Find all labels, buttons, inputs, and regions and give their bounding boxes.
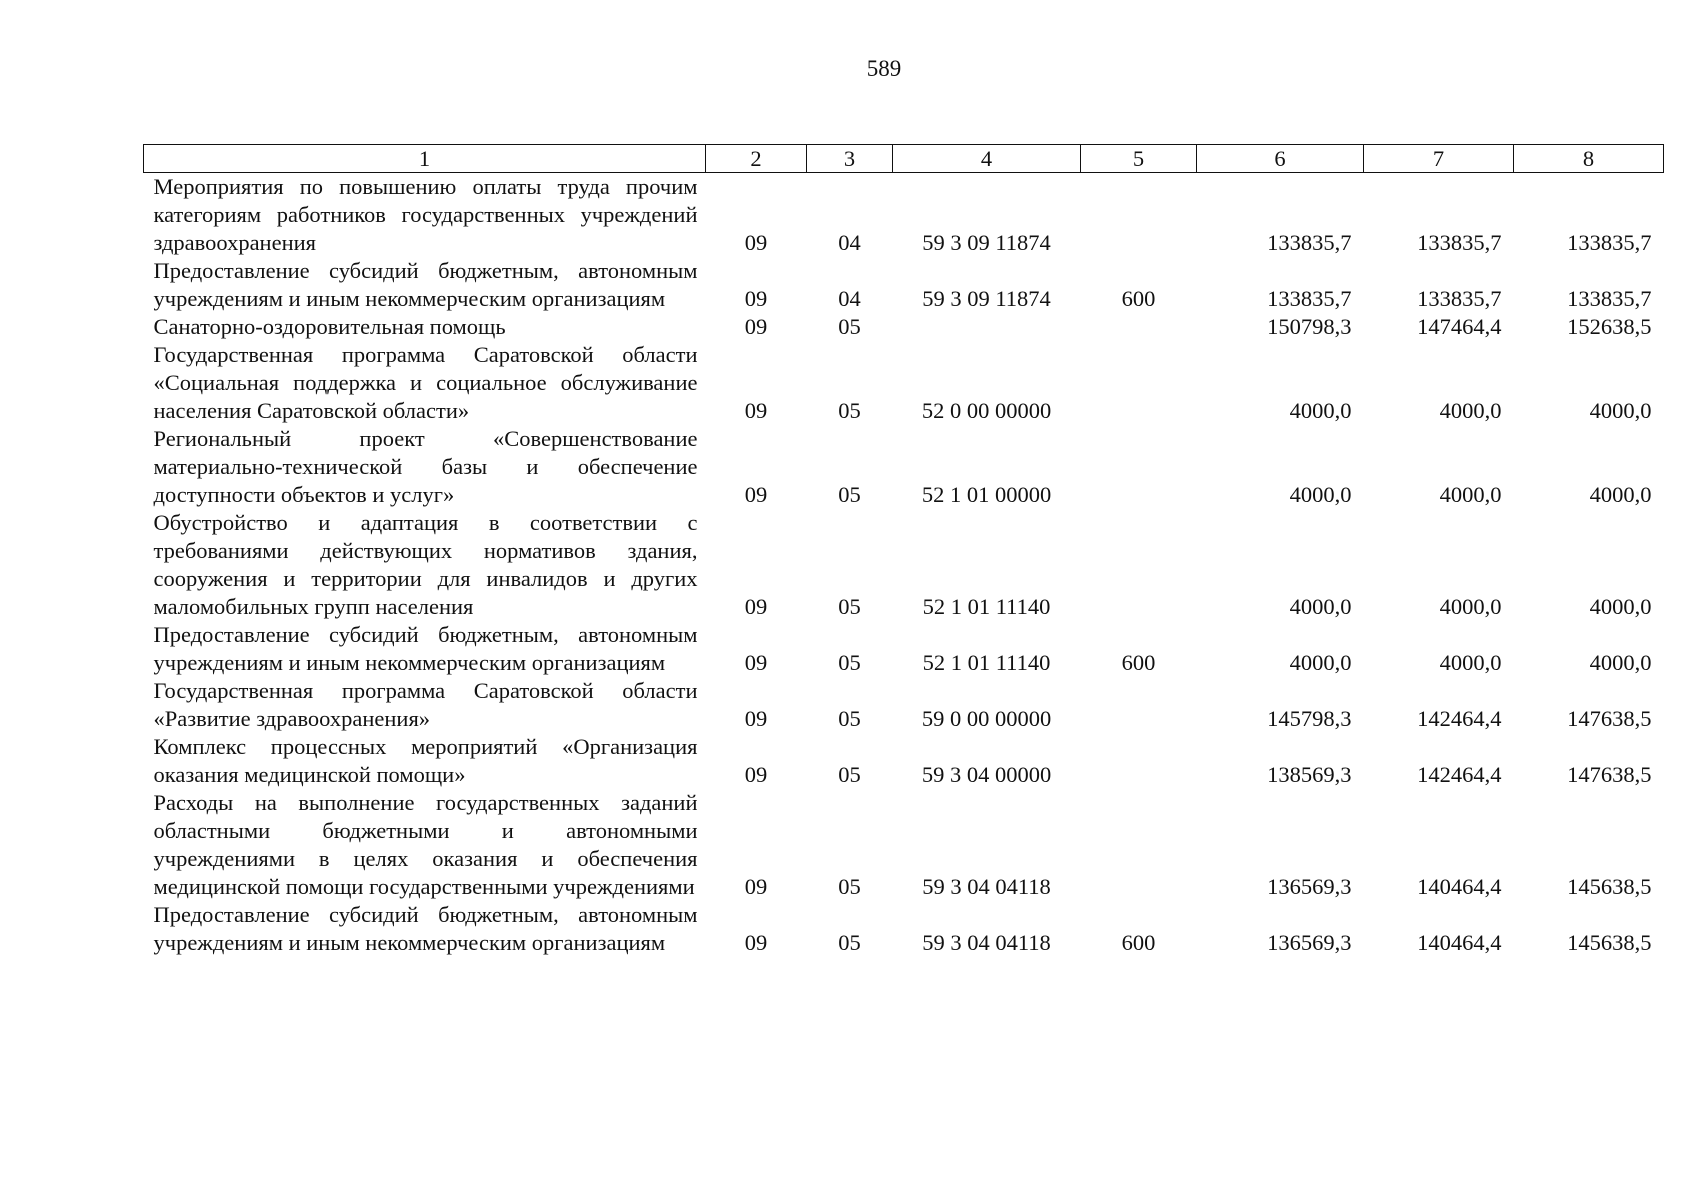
row-subsection: 05	[838, 594, 861, 619]
row-amount-7: 133835,7	[1417, 230, 1502, 255]
row-section: 09	[744, 874, 768, 899]
row-amount-6: 138569,3	[1267, 762, 1352, 787]
row-section: 09	[744, 398, 768, 423]
row-amount-6: 133835,7	[1267, 286, 1352, 311]
row-name: Комплекс процессных мероприятий «Организация оказания медицинской помощи»	[153, 734, 698, 787]
row-name: Государственная программа Саратовской области «Социальная поддержка и социальное обслуживание населения Саратовской области»	[153, 342, 698, 423]
row-section: 09	[744, 650, 768, 675]
row-amount-6: 133835,7	[1267, 230, 1352, 255]
row-amount-6: 4000,0	[1289, 482, 1352, 507]
row-name: Предоставление субсидий бюджетным, автономным учреждениям и иным некоммерческим организациям	[153, 902, 698, 955]
row-expense-type: 600	[1121, 930, 1156, 955]
row-name: Расходы на выполнение государственных заданий областными бюджетными и автономными учреждениями в целях оказания и обеспечения медицинской помощи государственными учреждениями	[153, 790, 698, 899]
row-amount-7: 4000,0	[1439, 594, 1502, 619]
row-amount-8: 4000,0	[1589, 398, 1652, 423]
row-subsection: 04	[838, 286, 861, 311]
table-row	[144, 341, 1664, 425]
row-name: Предоставление субсидий бюджетным, автономным учреждениям и иным некоммерческим организациям	[153, 622, 698, 675]
table-row	[144, 677, 1664, 733]
row-subsection: 05	[838, 398, 861, 423]
row-expense-type	[1081, 677, 1197, 733]
budget-table	[143, 144, 1664, 957]
row-expense-type	[1081, 789, 1197, 901]
column-header-7: 7	[1364, 145, 1514, 173]
row-amount-7: 147464,4	[1417, 314, 1502, 339]
row-target-code: 59 3 04 00000	[921, 762, 1052, 787]
row-amount-6: 145798,3	[1267, 706, 1352, 731]
column-header-6: 6	[1197, 145, 1364, 173]
table-row	[144, 313, 1664, 341]
row-expense-type	[1081, 313, 1197, 341]
row-amount-8: 145638,5	[1567, 930, 1652, 955]
row-subsection: 05	[838, 874, 861, 899]
row-amount-7: 4000,0	[1439, 650, 1502, 675]
row-subsection: 05	[838, 706, 861, 731]
row-section: 09	[744, 706, 768, 731]
row-name: Региональный проект «Совершенствование материально-технической базы и обеспечение доступности объектов и услуг»	[153, 426, 698, 507]
row-amount-8: 4000,0	[1589, 594, 1652, 619]
row-amount-7: 142464,4	[1417, 762, 1502, 787]
row-target-code	[893, 313, 1081, 341]
row-subsection: 05	[838, 930, 861, 955]
row-section: 09	[744, 762, 768, 787]
row-amount-7: 4000,0	[1439, 398, 1502, 423]
row-section: 09	[744, 482, 768, 507]
row-amount-6: 4000,0	[1289, 594, 1352, 619]
row-target-code: 52 1 01 11140	[922, 594, 1051, 619]
row-amount-6: 136569,3	[1267, 930, 1352, 955]
table-row	[144, 733, 1664, 789]
row-name: Предоставление субсидий бюджетным, автономным учреждениям и иным некоммерческим организациям	[153, 258, 698, 311]
row-amount-7: 4000,0	[1439, 482, 1502, 507]
row-expense-type	[1081, 509, 1197, 621]
row-target-code: 59 3 09 11874	[922, 286, 1051, 311]
row-name: Государственная программа Саратовской области «Развитие здравоохранения»	[153, 678, 698, 731]
page-number: 589	[866, 56, 902, 81]
row-expense-type	[1081, 341, 1197, 425]
row-amount-8: 152638,5	[1567, 314, 1652, 339]
row-expense-type	[1081, 733, 1197, 789]
column-header-3: 3	[807, 145, 893, 173]
row-amount-8: 147638,5	[1567, 706, 1652, 731]
table-row	[144, 425, 1664, 509]
column-number-header	[144, 145, 1664, 173]
row-amount-7: 140464,4	[1417, 930, 1502, 955]
row-expense-type	[1081, 173, 1197, 258]
row-name: Санаторно-оздоровительная помощь	[153, 314, 506, 339]
row-amount-7: 142464,4	[1417, 706, 1502, 731]
row-subsection: 05	[838, 314, 861, 339]
row-amount-8: 145638,5	[1567, 874, 1652, 899]
row-subsection: 05	[838, 650, 861, 675]
row-name: Мероприятия по повышению оплаты труда прочим категориям работников государственных учреждений здравоохранения	[153, 174, 698, 255]
column-header-1: 1	[144, 145, 706, 173]
column-header-2: 2	[706, 145, 807, 173]
row-amount-7: 133835,7	[1417, 286, 1502, 311]
row-target-code: 59 3 04 04118	[922, 930, 1051, 955]
row-target-code: 59 3 09 11874	[922, 230, 1051, 255]
row-target-code: 59 3 04 04118	[922, 874, 1051, 899]
row-amount-7: 140464,4	[1417, 874, 1502, 899]
row-name: Обустройство и адаптация в соответствии с требованиями действующих нормативов здания, сооружения и территории для инвалидов и других маломобильных групп населения	[153, 510, 698, 619]
row-amount-6: 150798,3	[1267, 314, 1352, 339]
row-amount-6: 136569,3	[1267, 874, 1352, 899]
row-amount-8: 147638,5	[1567, 762, 1652, 787]
row-expense-type: 600	[1121, 650, 1156, 675]
row-section: 09	[744, 230, 768, 255]
row-amount-8: 4000,0	[1589, 482, 1652, 507]
row-amount-8: 133835,7	[1567, 230, 1652, 255]
table-row	[144, 509, 1664, 621]
row-target-code: 52 0 00 00000	[921, 398, 1052, 423]
row-target-code: 52 1 01 00000	[921, 482, 1052, 507]
row-amount-8: 133835,7	[1567, 286, 1652, 311]
row-section: 09	[744, 594, 768, 619]
row-expense-type	[1081, 425, 1197, 509]
table-row	[144, 901, 1664, 957]
table-row	[144, 789, 1664, 901]
column-header-5: 5	[1081, 145, 1197, 173]
row-subsection: 05	[838, 762, 861, 787]
row-target-code: 52 1 01 11140	[922, 650, 1051, 675]
row-expense-type: 600	[1121, 286, 1156, 311]
row-section: 09	[744, 314, 768, 339]
row-section: 09	[744, 930, 768, 955]
table-row	[144, 621, 1664, 677]
row-amount-6: 4000,0	[1289, 398, 1352, 423]
row-subsection: 05	[838, 482, 861, 507]
row-subsection: 04	[838, 230, 861, 255]
table-row	[144, 257, 1664, 313]
column-header-4: 4	[893, 145, 1081, 173]
row-amount-8: 4000,0	[1589, 650, 1652, 675]
row-section: 09	[744, 286, 768, 311]
table-row	[144, 173, 1664, 258]
row-target-code: 59 0 00 00000	[921, 706, 1052, 731]
row-amount-6: 4000,0	[1289, 650, 1352, 675]
column-header-8: 8	[1514, 145, 1664, 173]
